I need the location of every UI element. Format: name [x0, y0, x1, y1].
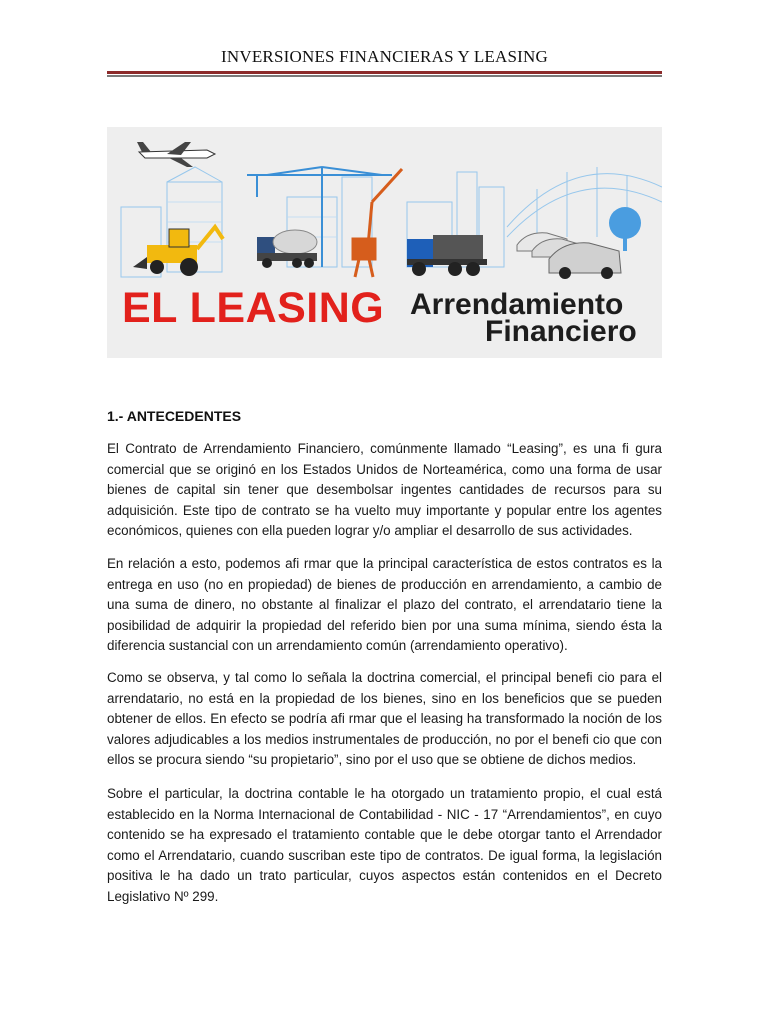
paragraph-2: En relación a esto, podemos afi rmar que la principal característica de estos contratos es la entrega en uso (no en propiedad) de bienes de producción en arrendamiento, a cambio de una suma de dinero, no obstante al finalizar el plazo del contrato, el arrendatario tiene la posibilidad de adquirir la propiedad del referido bien por una suma mínima, siendo ésta la diferencia sustancial con un arrendamiento común (arrendamiento operativo).: [107, 556, 662, 653]
paragraph-4: Sobre el particular, la doctrina contable le ha otorgado un tratamiento propio, el cual está establecido en la Norma Internacional de Contabilidad - NIC - 17 “Arrendamientos”, en cuyo contenido se ha expresado el tratamiento contable que le debe otorgar tanto el Arrendador como el Arrendatario, cuando suscriban este tipo de contratos. De igual forma, la legislación positiva le ha dado un trato particular, cuyos aspectos están contenidos en el Decreto Legislativo Nº 299.: [107, 786, 662, 904]
dump-truck-icon: [407, 235, 487, 276]
cars-icon: [517, 233, 621, 279]
header-rule-dark-red: [107, 71, 662, 74]
paragraph-3: Como se observa, y tal como lo señala la doctrina comercial, el principal benefi cio para el arrendatario, no está en la propiedad de los bienes, sino en los beneficios que se pueden obtener de ellos. En efecto se podría afi rmar que el leasing ha transformado la noción de los valores adjudicables a los medios instrumentales de producción, no por el benefi cio que con ellos se procura siendo “su propietario”, sino por el uso que se obtiene de dichos medios.: [107, 670, 662, 767]
tree-icon: [609, 207, 641, 251]
header-rule-gray: [107, 75, 662, 77]
leasing-banner-image: [107, 127, 662, 358]
banner-title: EL LEASING: [122, 284, 385, 332]
backhoe-loader-icon: [133, 227, 223, 276]
section-heading: 1.- ANTECEDENTES: [107, 408, 242, 424]
banner-subtitle-line2: Financiero: [485, 315, 637, 348]
airplane-icon: [137, 142, 215, 167]
page-header-title: INVERSIONES FINANCIERAS Y LEASING: [221, 47, 548, 66]
banner-subtitle-line1: Arrendamiento: [410, 288, 624, 321]
paragraph-1: El Contrato de Arrendamiento Financiero, comúnmente llamado “Leasing”, es una fi gura comercial que se originó en los Estados Unidos de Norteamérica, como una forma de usar bienes de capital sin tener que desembolsar ingentes cantidades de recursos para su adquisición. Este tipo de contrato se ha vuelto muy importante y popular entre los agentes económicos, quienes con ella pueden lograr y/o ampliar el desarrollo de sus actividades.: [107, 441, 662, 538]
construction-crane-icon: [353, 169, 402, 277]
